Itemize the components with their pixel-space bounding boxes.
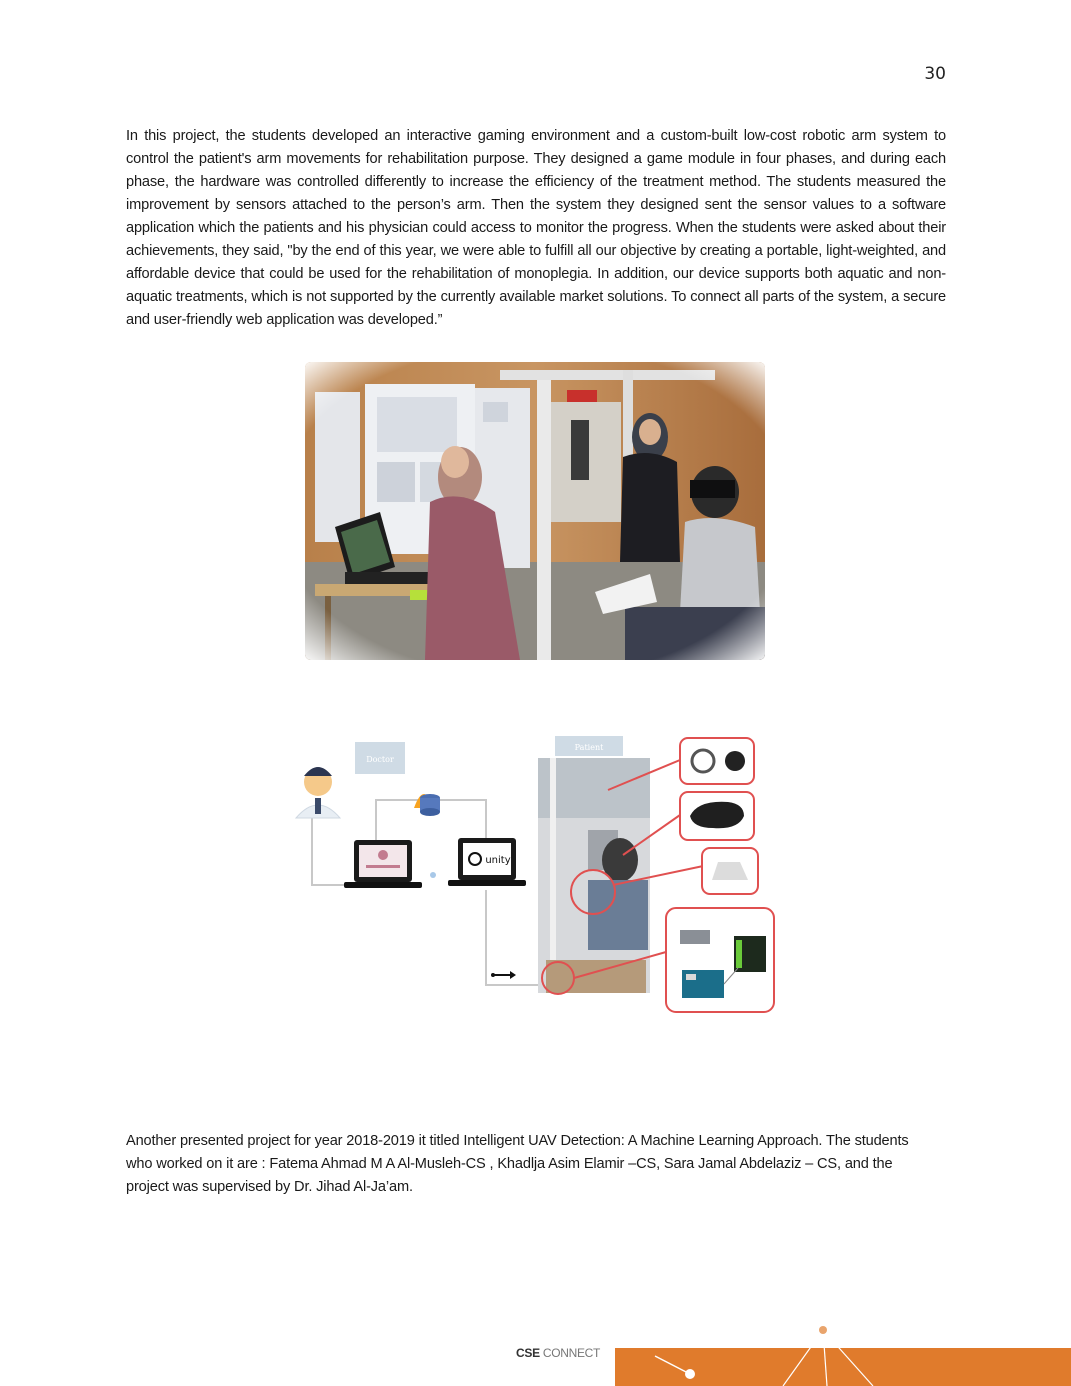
vr-headset-icon <box>680 792 754 840</box>
unity-laptop-icon <box>448 838 526 886</box>
sling-icon <box>702 848 758 894</box>
patient-label: Patient <box>574 743 604 752</box>
footer-brand-bold: CSE <box>516 1346 540 1360</box>
database-icon <box>414 794 440 816</box>
footer-network-graphic <box>615 1316 1071 1386</box>
footer-logo <box>516 1346 600 1360</box>
wifi-icon <box>430 872 436 878</box>
intro-paragraph: In this project, the students developed an interactive gaming environment and a custom-built low-cost robotic arm system to control the patient's arm movements for rehabilitation purpose. They designed a game module in four phases, and during each phase, the hardware was controlled differently to increase the efficiency of the treatment method. The students measured the improvement by sensors attached to the person’s arm. Then the system they designed sent the sensor values to a software application which the patients and his physician could access to monitor the progress. When the students were asked about their achievements, they said, "by the end of this year, we were able to fulfill all our objective by creating a portable, light-weighted, and affordable device that could be used for the rehabilitation of monoplegia. In addition, our device supports both aquatic and non-aquatic treatments, which is not supported by the currently available market solutions. To connect all parts of the system, a secure and user-friendly web application was developed.” <box>126 128 946 328</box>
page-number: 30 <box>924 64 946 84</box>
usb-icon <box>491 971 516 979</box>
unity-label: unity <box>485 855 511 866</box>
footer-brand-light: CONNECT <box>542 1346 601 1360</box>
project-photo <box>305 362 765 660</box>
sensor-icon <box>680 738 754 784</box>
next-project-paragraph: Another presented project for year 2018-2019 it titled Intelligent UAV Detection: A Machine Learning Approach. The students who worked on it are : Fatema Ahmad M A Al-Musleh-CS , Khadlja Asim Elamir –CS, Sara Jamal Abdelaziz – CS, and the project was supervised by Dr. Jihad Al-Ja’am. <box>126 1133 909 1195</box>
system-diagram <box>288 730 783 1020</box>
doctor-icon <box>296 767 340 818</box>
laptop-icon <box>344 840 422 888</box>
doctor-label: Doctor <box>366 755 394 764</box>
